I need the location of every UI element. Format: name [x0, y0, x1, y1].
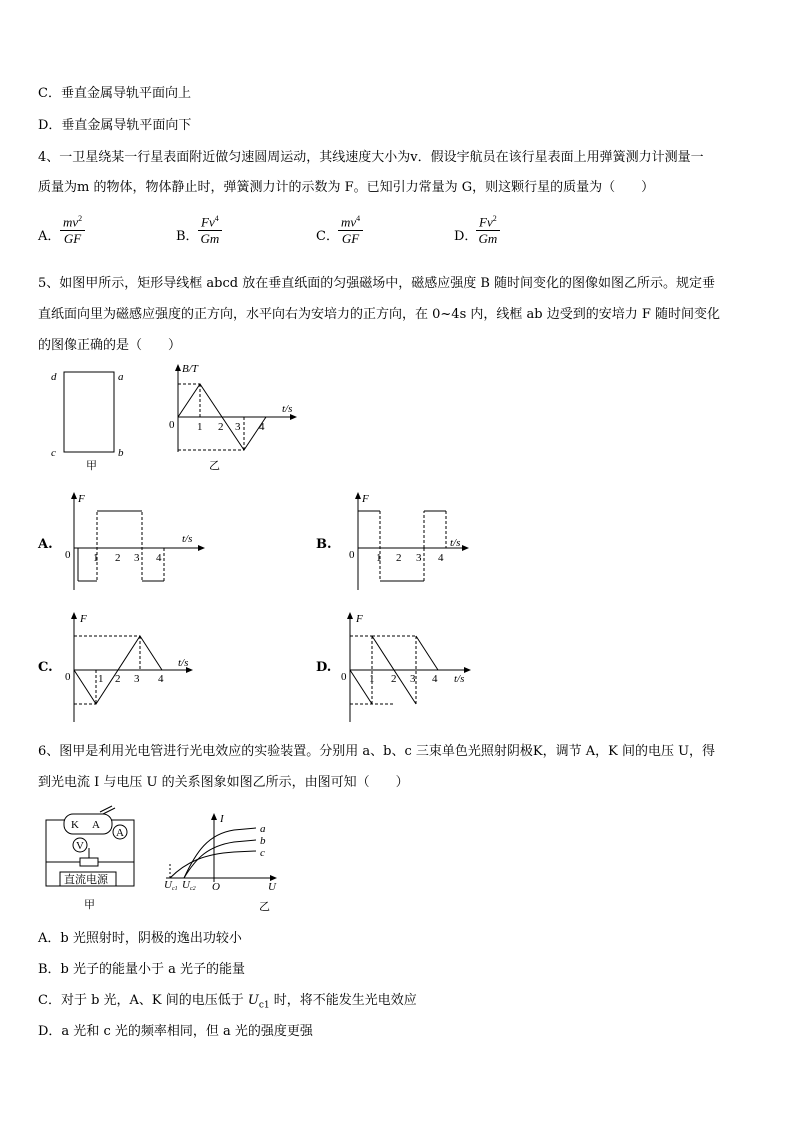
q5-option-d-graph [338, 610, 488, 730]
svg-text:0: 0 [341, 671, 347, 683]
svg-text:1: 1 [93, 552, 99, 564]
svg-text:2: 2 [396, 552, 402, 564]
svg-text:I: I [220, 813, 224, 825]
q5-stem-line3: 的图像正确的是（ ） [38, 338, 182, 353]
svg-text:3: 3 [416, 552, 422, 564]
option-fraction: $\frac{Fv^2}{Gm}$ [476, 211, 500, 247]
svg-text:4: 4 [156, 552, 162, 564]
option-label: D． [454, 229, 478, 244]
option-fraction: $\frac{mv^2}{GF}$ [60, 211, 85, 247]
loop-rectangle [64, 372, 114, 452]
q5-option-c-graph [62, 610, 212, 730]
svg-text:U: U [268, 881, 276, 893]
option-label: B． [176, 229, 199, 244]
svg-text:1: 1 [98, 673, 104, 685]
figure-caption: 甲 [84, 899, 95, 911]
svg-text:0: 0 [65, 671, 71, 683]
corner-a: a [118, 371, 124, 383]
tick-4: 4 [259, 421, 265, 433]
svg-text:4: 4 [432, 673, 438, 685]
svg-text:c: c [260, 847, 265, 859]
q6-option-d: D．a 光和 c 光的频率相同，但 a 光的强度更强 [38, 1024, 313, 1039]
q6-figure-iu-graph [164, 812, 284, 912]
cathode-label: K [71, 819, 79, 831]
q5-option-b-label: B. [316, 537, 332, 552]
q5-figure-b-graph [166, 362, 306, 474]
svg-text:t/s: t/s [182, 533, 193, 545]
q6-stem-line2: 到光电流 I 与电压 U 的关系图象如图乙所示，由图可知（ ） [38, 775, 409, 790]
svg-text:2: 2 [391, 673, 397, 685]
svg-text:a: a [260, 823, 266, 835]
svg-text:3: 3 [134, 673, 140, 685]
svg-text:F: F [78, 493, 85, 505]
q5-stem-line2: 直纸面向里为磁感应强度的正方向，水平向右为安培力的正方向，在 0~4s 内，线框 ab 边受到的安培力 F 随时间变化 [38, 307, 720, 322]
q5-option-d-label: D. [316, 660, 332, 675]
svg-text:3: 3 [134, 552, 140, 564]
option-label: A． [38, 229, 61, 244]
tick-3: 3 [235, 421, 241, 433]
svg-text:F: F [362, 493, 369, 505]
svg-text:2: 2 [115, 673, 121, 685]
origin-label: 0 [169, 419, 175, 431]
q4-stem-line1: 4、一卫星绕某一行星表面附近做匀速圆周运动，其线速度大小为v．假设宇航员在该行星表面上用弹簧测力计测量一 [38, 150, 704, 165]
svg-text:V: V [76, 840, 84, 852]
svg-text:4: 4 [158, 673, 164, 685]
svg-text:t/s: t/s [450, 537, 461, 549]
svg-text:Uc2: Uc2 [182, 879, 196, 892]
svg-text:0: 0 [65, 549, 71, 561]
rheostat [80, 858, 98, 866]
y-axis-label: B/T [182, 363, 198, 375]
corner-b: b [118, 447, 124, 459]
curve-c [170, 851, 256, 878]
svg-text:Uc1: Uc1 [164, 879, 178, 892]
q6-option-b: B．b 光子的能量小于 a 光子的能量 [38, 962, 246, 977]
svg-text:t/s: t/s [178, 657, 189, 669]
svg-text:A: A [116, 827, 124, 839]
curve-a [184, 828, 256, 878]
svg-text:F: F [356, 613, 363, 625]
tick-2: 2 [218, 421, 224, 433]
svg-text:4: 4 [438, 552, 444, 564]
q3-option-c: C．垂直金属导轨平面向上 [38, 86, 191, 101]
q4-stem-line2: 质量为m 的物体，物体静止时，弹簧测力计的示数为 F。已知引力常量为 G，则这颗行星的质量为（ ） [38, 180, 655, 195]
svg-text:1: 1 [376, 552, 382, 564]
svg-text:1: 1 [369, 673, 375, 685]
option-fraction: $\frac{Fv^4}{Gm}$ [198, 211, 222, 247]
q5-option-c-label: C. [38, 660, 53, 675]
q5-option-a-graph [62, 490, 212, 600]
option-label: C． [316, 229, 339, 244]
figure-caption: 乙 [209, 460, 220, 472]
tick-1: 1 [197, 421, 203, 433]
svg-text:3: 3 [410, 673, 416, 685]
curve-b [184, 840, 256, 878]
svg-text:b: b [260, 835, 266, 847]
q6-figure-circuit [40, 806, 150, 910]
figure-caption: 甲 [86, 460, 97, 472]
figure-caption: 乙 [259, 901, 270, 913]
q5-option-b-graph [346, 490, 496, 600]
svg-text:直流电源: 直流电源 [64, 874, 108, 886]
corner-d: d [51, 371, 57, 383]
q5-stem-line1: 5、如图甲所示，矩形导线框 abcd 放在垂直纸面的匀强磁场中，磁感应强度 B 随时间变化的图像如图乙所示。规定垂 [38, 276, 716, 291]
q3-option-d: D．垂直金属导轨平面向下 [38, 118, 192, 133]
anode-label: A [92, 819, 100, 831]
svg-text:2: 2 [115, 552, 121, 564]
svg-text:F: F [80, 613, 87, 625]
q5-option-a-label: A. [38, 537, 53, 552]
svg-text:t/s: t/s [454, 673, 465, 685]
corner-c: c [51, 447, 56, 459]
x-axis-label: t/s [282, 403, 293, 415]
svg-text:0: 0 [349, 549, 355, 561]
q6-stem-line1: 6、图甲是利用光电管进行光电效应的实验装置。分别用 a、b、c 三束单色光照射阴极K，调节 A，K 间的电压 U，得 [38, 744, 716, 759]
option-fraction: $\frac{mv^4}{GF}$ [338, 211, 363, 247]
q6-option-a: A．b 光照射时，阴极的逸出功较小 [38, 931, 242, 946]
svg-text:O: O [212, 881, 220, 893]
q6-option-c: C．对于 b 光，A、K 间的电压低于 $U_{c1}$ 时，将不能发生光电效应 [38, 993, 417, 1011]
q5-figure-loop [46, 362, 136, 472]
